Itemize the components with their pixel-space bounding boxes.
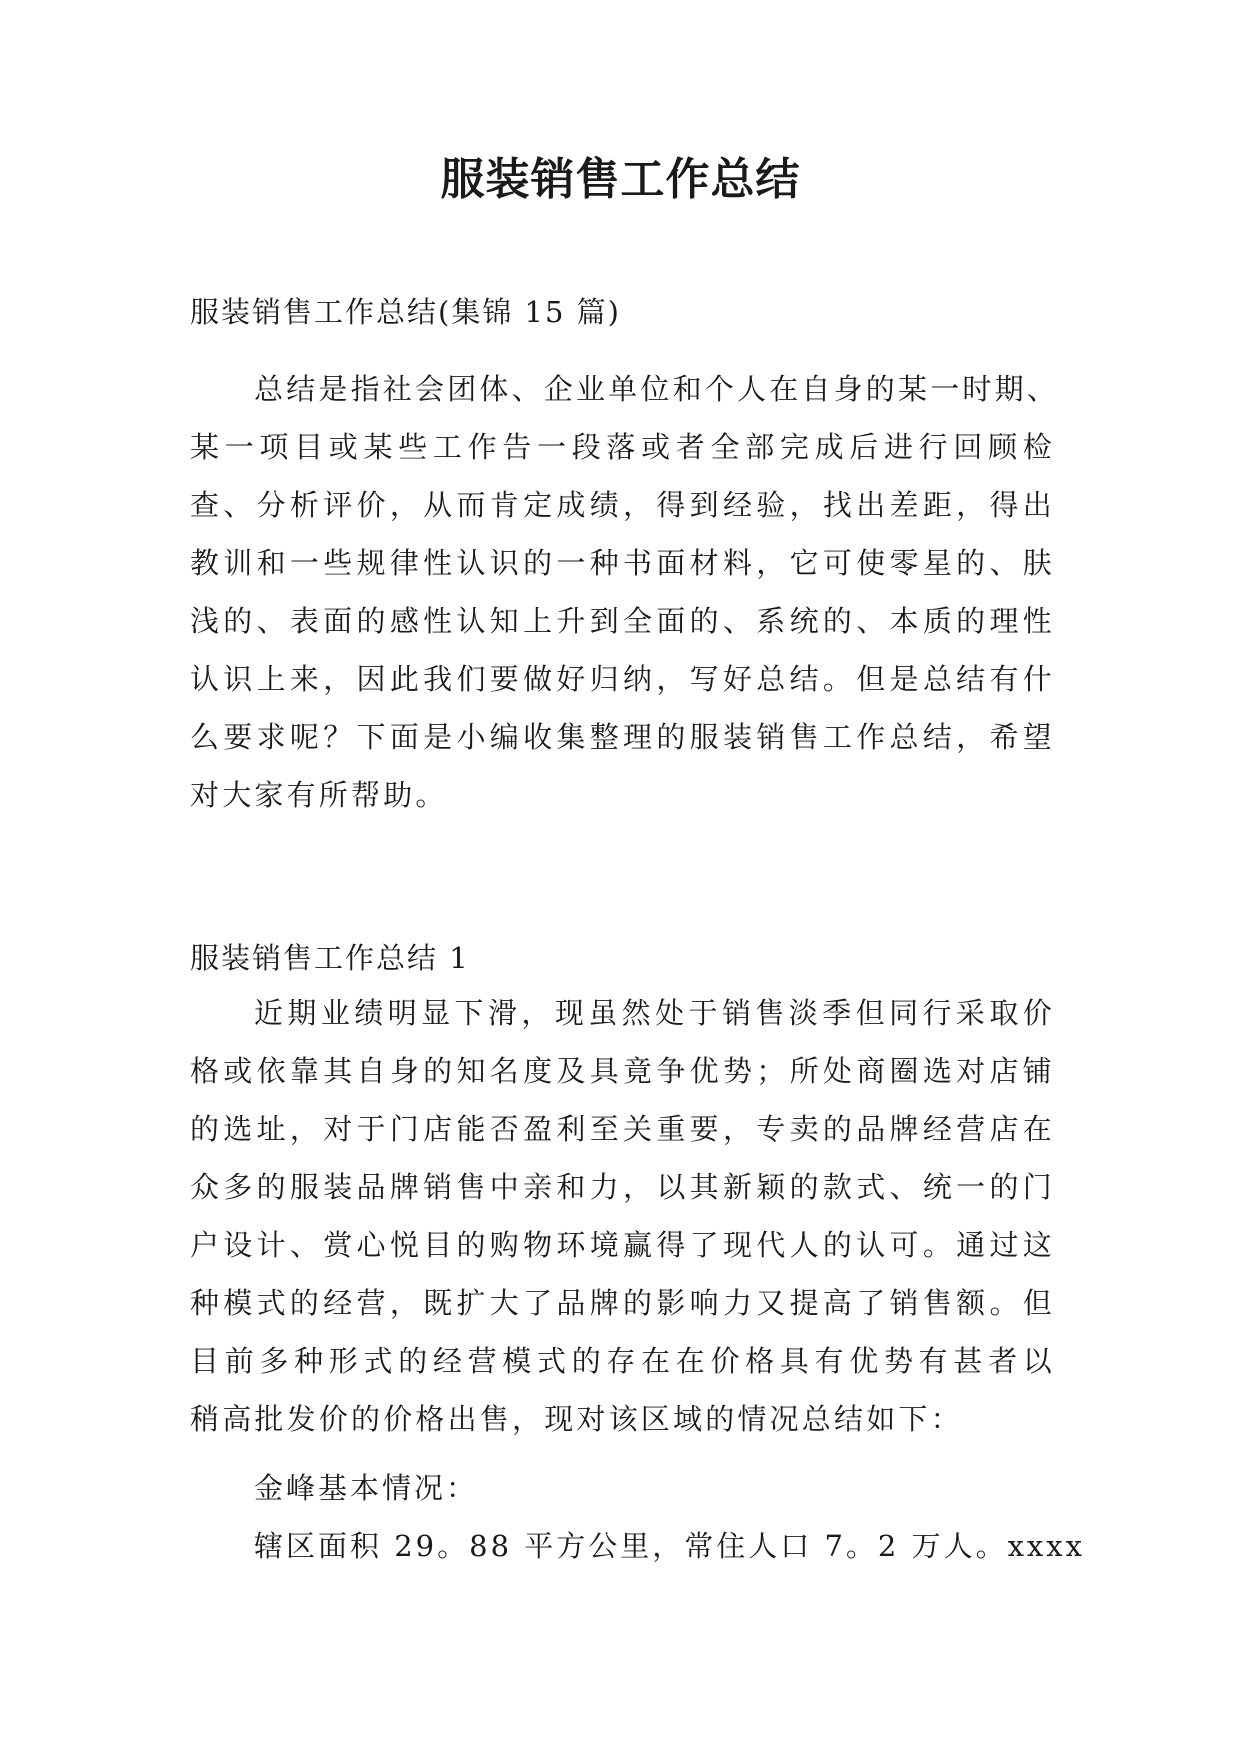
jinfeng-line: 辖区面积 29。88 平方公里，常住人口 7。2 万人。xxxx xyxy=(254,1529,1085,1563)
intro-line: 查、分析评价，从而肯定成绩，得到经验，找出差距，得出 xyxy=(190,488,1055,522)
intro-line: 么要求呢？下面是小编收集整理的服装销售工作总结，希望 xyxy=(190,720,1055,754)
section1-line: 种模式的经营，既扩大了品牌的影响力又提高了销售额。但 xyxy=(190,1286,1055,1320)
section1-line: 户设计、赏心悦目的购物环境赢得了现代人的认可。通过这 xyxy=(190,1228,1055,1262)
section1-line: 稍高批发价的价格出售，现对该区域的情况总结如下： xyxy=(190,1402,963,1436)
document-title: 服装销售工作总结 xyxy=(440,154,801,205)
intro-line: 教训和一些规律性认识的一种书面材料，它可使零星的、肤 xyxy=(190,546,1055,580)
intro-line: 对大家有所帮助。 xyxy=(190,778,448,812)
section1-line: 目前多种形式的经营模式的存在在价格具有优势有甚者以 xyxy=(190,1344,1055,1378)
intro-line: 浅的、表面的感性认知上升到全面的、系统的、本质的理性 xyxy=(190,604,1055,638)
intro-line: 认识上来，因此我们要做好归纳，写好总结。但是总结有什 xyxy=(190,662,1055,696)
section1-paragraph xyxy=(190,984,1055,1448)
section-heading: 服装销售工作总结 1 xyxy=(190,941,470,975)
intro-paragraph xyxy=(190,360,1060,824)
intro-line: 总结是指社会团体、企业单位和个人在自身的某一时期、 xyxy=(254,372,1060,406)
section1-line: 近期业绩明显下滑，现虽然处于销售淡季但同行采取价 xyxy=(254,996,1055,1030)
section1-line: 的选址，对于门店能否盈利至关重要，专卖的品牌经营店在 xyxy=(190,1112,1055,1146)
section1-line: 众多的服装品牌销售中亲和力，以其新颖的款式、统一的门 xyxy=(190,1170,1055,1204)
intro-line: 某一项目或某些工作告一段落或者全部完成后进行回顾检 xyxy=(190,430,1055,464)
section1-line: 格或依靠其自身的知名度及具竟争优势；所处商圈选对店铺 xyxy=(190,1054,1055,1088)
document-subtitle: 服装销售工作总结(集锦 15 篇) xyxy=(190,295,621,329)
jinfeng-heading: 金峰基本情况： xyxy=(254,1471,479,1505)
